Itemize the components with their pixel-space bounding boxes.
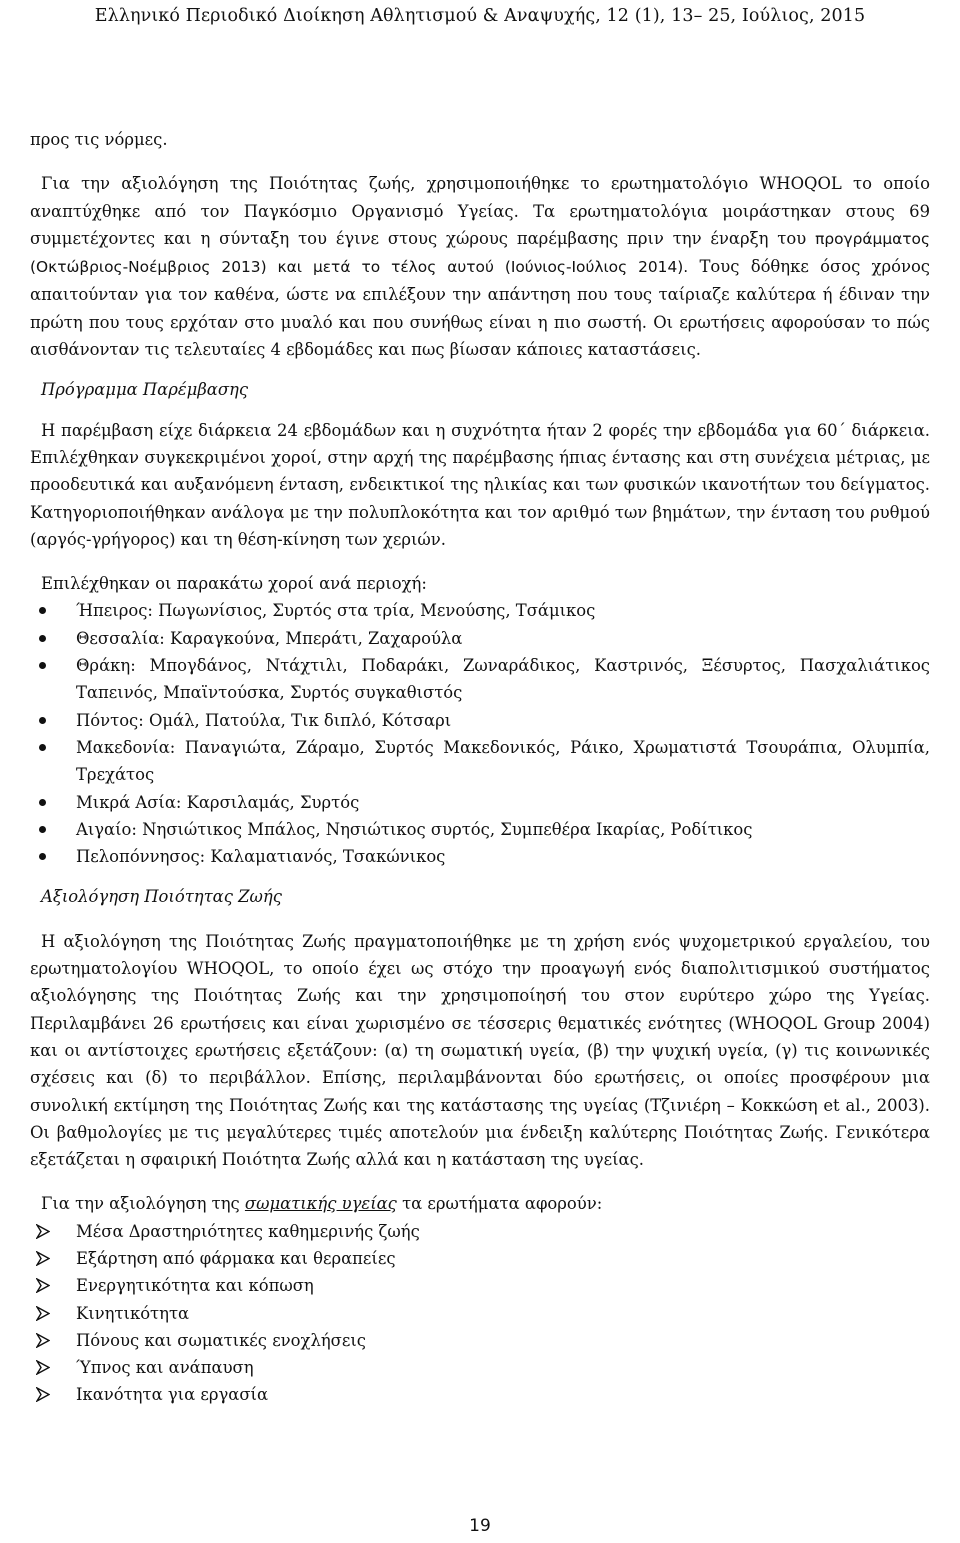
list-item: Ύπνος και ανάπαυση	[30, 1354, 930, 1381]
list-item: Μακεδονία: Παναγιώτα, Ζάραμο, Συρτός Μακεδονικός, Ράικο, Χρωματιστά Τσουράπια, Ολυμπία, Τρεχάτος	[30, 734, 930, 789]
list-item: Πελοπόννησος: Καλαματιανός, Τσακώνικος	[30, 843, 930, 870]
paragraph-intervention: Η παρέμβαση είχε διάρκεια 24 εβδομάδων και η συχνότητα ήταν 2 φορές την εβδομάδα για 60΄ διάρκεια. Επιλέχθηκαν συγκεκριμένοι χοροί, στην αρχή της παρέμβασης ήπιας έντασης και στη συνέχεια μέτριας, με προοδευτικά και αυξανόμενη ένταση, ενδεικτικοί της ηλικίας και των φυσικών ικανοτήτων του δείγματος. Κατηγοριοποιήθηκαν ανάλογα με την πολυπλοκότητα και τον αριθμό των βημάτων, την ένταση του ρυθμού (αργός-γρήγορος) και τη θέση-κίνηση των χεριών.	[30, 420, 930, 549]
arrow-bullet-icon	[36, 1360, 50, 1375]
physical-health-term: σωματικής υγείας	[244, 1194, 397, 1214]
arrow-bullet-icon	[36, 1333, 50, 1348]
list-item: Μέσα Δραστηριότητες καθημερινής ζωής	[30, 1218, 930, 1245]
paragraph-text-schedule: προγράμματος (Οκτώβριος-Νοέμβριος 2013) και μετά το τέλος αυτού (Ιούνιος-Ιούλιος 2014).	[30, 229, 930, 277]
list-item: Θεσσαλία: Καραγκούνα, Μπεράτι, Ζαχαρούλα	[30, 625, 930, 652]
physical-health-list	[30, 1218, 930, 1409]
list-item: Αιγαίο: Νησιώτικος Μπάλος, Νησιώτικος συρτός, Συμπεθέρα Ικαρίας, Ροδίτικος	[30, 816, 930, 843]
physical-health-intro: Για την αξιολόγηση της σωματικής υγείας τα ερωτήματα αφορούν:	[41, 1194, 603, 1214]
page-number: 19	[469, 1516, 491, 1536]
paragraph-text: Τους δόθηκε όσος χρόνος απαιτούνταν για τον καθένα, ώστε να επιλέξουν την απάντηση που τους ταίριαζε καλύτερα ή έδιναν την πρώτη που τους ερχόταν στο μυαλό και που συνήθως είναι η πιο σωστή. Οι ερωτήσεις αφορούσαν το πώς αισθάνονταν τις τελευταίες 4 εβδομάδες και πως βίωσαν κάποιες καταστάσεις.	[30, 257, 930, 360]
page-content	[30, 126, 930, 1409]
dances-list	[30, 597, 930, 870]
section-heading-quality-of-life: Αξιολόγηση Ποιότητας Ζωής	[41, 887, 282, 907]
section-heading-intervention: Πρόγραμμα Παρέμβασης	[41, 380, 249, 400]
running-header: Ελληνικό Περιοδικό Διοίκηση Αθλητισμού & Αναψυχής, 12 (1), 13– 25, Ιούλιος, 2015	[94, 6, 866, 26]
list-item: Κινητικότητα	[30, 1300, 930, 1327]
list-item: Ήπειρος: Πωγωνίσιος, Συρτός στα τρία, Μενούσης, Τσάμικος	[30, 597, 930, 624]
list-item: Μικρά Ασία: Καρσιλαμάς, Συρτός	[30, 789, 930, 816]
arrow-bullet-icon	[36, 1306, 50, 1321]
paragraph-continuation: προς τις νόρμες.	[30, 130, 168, 149]
list-item: Ενεργητικότητα και κόπωση	[30, 1272, 930, 1299]
list-item: Πόνους και σωματικές ενοχλήσεις	[30, 1327, 930, 1354]
list-item: Εξάρτηση από φάρμακα και θεραπείες	[30, 1245, 930, 1272]
list-item: Ικανότητα για εργασία	[30, 1381, 930, 1408]
paragraph-whoqol-method	[30, 170, 930, 363]
arrow-bullet-icon	[36, 1224, 50, 1239]
dances-list-intro: Επιλέχθηκαν οι παρακάτω χοροί ανά περιοχή:	[41, 574, 427, 594]
arrow-bullet-icon	[36, 1387, 50, 1402]
arrow-bullet-icon	[36, 1251, 50, 1266]
arrow-bullet-icon	[36, 1278, 50, 1293]
paragraph-text: Για την αξιολόγηση της Ποιότητας ζωής, χρησιμοποιήθηκε το ερωτηματολόγιο WHOQOL το οποίο αναπτύχθηκε από τον Παγκόσμιο Οργανισμό Υγείας. Τα ερωτηματολόγια μοιράστηκαν στους 69 συμμετέχοντες και η σύνταξη του έγινε στους χώρους παρέμβασης πριν την έναρξη του	[30, 174, 930, 248]
list-item: Πόντος: Ομάλ, Πατούλα, Τικ διπλό, Κότσαρι	[30, 707, 930, 734]
paragraph-quality-of-life: Η αξιολόγηση της Ποιότητας Ζωής πραγματοποιήθηκε με τη χρήση ενός ψυχομετρικού εργαλείου, του ερωτηματολογίου WHOQOL, το οποίο έχει ως στόχο την προαγωγή ενός διαπολιτισμικού συστήματος αξιολόγησης της Ποιότητας Ζωής και την χρησιμοποίησή του στον ευρύτερο χώρο της Υγείας. Περιλαμβάνει 26 ερωτήσεις και είναι χωρισμένο σε τέσσερις θεματικές ενότητες (WHOQOL Group 2004) και οι αντίστοιχες ερωτήσεις εξετάζουν: (α) τη σωματική υγεία, (β) την ψυχική υγεία, (γ) τις κοινωνικές σχέσεις και (δ) το περιβάλλον. Επίσης, περιλαμβάνονται δύο ερωτήσεις, οι οποίες προσφέρουν μια συνολική εκτίμηση της Ποιότητας Ζωής και της κατάστασης της υγείας (Τζινιέρη – Κοκκώση et al., 2003). Οι βαθμολογίες με τις μεγαλύτερες τιμές αποτελούν μια ένδειξη καλύτερης Ποιότητας Ζωής. Γενικότερα εξετάζεται η σφαιρική Ποιότητα Ζωής αλλά και η κατάσταση της υγείας.	[30, 931, 930, 1170]
list-item: Θράκη: Μπογδάνος, Ντάχτιλι, Ποδαράκι, Ζωναράδικος, Καστρινός, Ξέσυρτος, Πασχαλιάτικος Ταπεινός, Μπαϊντούσκα, Συρτός συγκαθιστός	[30, 652, 930, 707]
